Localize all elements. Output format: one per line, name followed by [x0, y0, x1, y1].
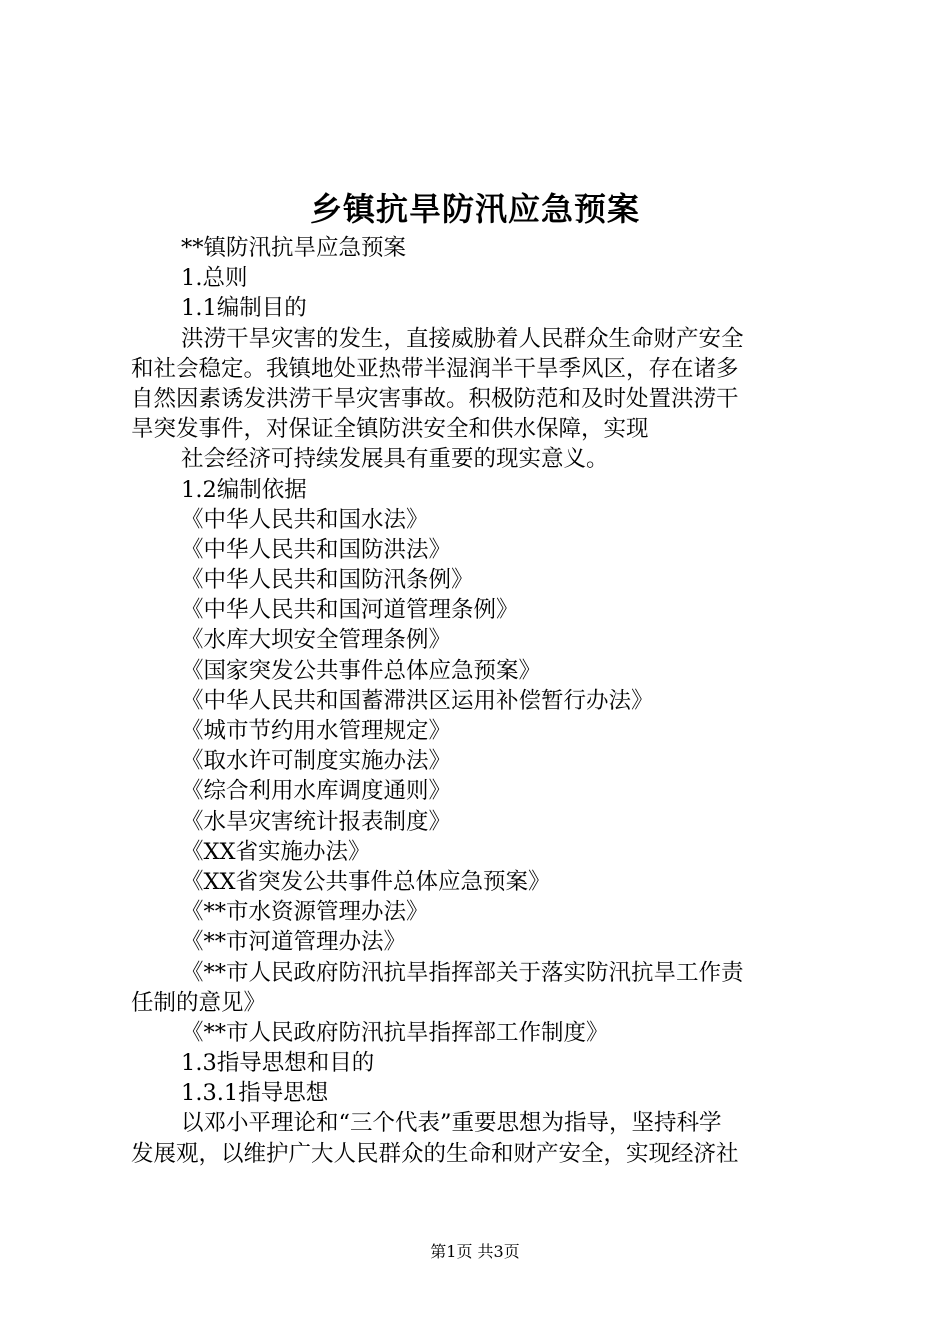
paragraph-line: 自然因素诱发洪涝干旱灾害事故。积极防范和及时处置洪涝干: [131, 385, 739, 412]
section-heading: 1.3指导思想和目的: [181, 1050, 375, 1077]
paragraph-line: 旱突发事件，对保证全镇防洪安全和供水保障，实现: [131, 416, 649, 443]
reference-item: 《中华人民共和国河道管理条例》: [181, 597, 519, 624]
reference-item: 《XX省突发公共事件总体应急预案》: [181, 868, 551, 895]
document-body: [131, 233, 831, 1169]
reference-item: 《**市河道管理办法》: [181, 929, 407, 956]
subtitle-line: **镇防汛抗旱应急预案: [181, 235, 407, 261]
reference-item: 《中华人民共和国防洪法》: [181, 536, 452, 563]
section-heading: 1.2编制依据: [181, 476, 307, 503]
reference-item: 《中华人民共和国防汛条例》: [181, 567, 474, 594]
reference-item: 《综合利用水库调度通则》: [181, 778, 452, 805]
reference-item: 《中华人民共和国蓄滞洪区运用补偿暂行办法》: [181, 687, 654, 714]
reference-item: 《**市人民政府防汛抗旱指挥部工作制度》: [181, 1019, 609, 1046]
paragraph-line: 和社会稳定。我镇地处亚热带半湿润半干旱季风区，存在诸多: [131, 355, 739, 382]
reference-item: 《XX省实施办法》: [181, 838, 371, 865]
paragraph-line: 发展观，以维护广大人民群众的生命和财产安全，实现经济社: [131, 1140, 739, 1167]
paragraph-line: 以邓小平理论和“三个代表”重要思想为指导，坚持科学: [181, 1110, 722, 1137]
reference-item: 《**市人民政府防汛抗旱指挥部关于落实防汛抗旱工作责: [181, 959, 744, 986]
reference-item: 《取水许可制度实施办法》: [181, 748, 452, 775]
reference-item: 《国家突发公共事件总体应急预案》: [181, 657, 542, 684]
paragraph-line: 社会经济可持续发展具有重要的现实意义。: [181, 446, 609, 473]
section-heading: 1.3.1指导思想: [181, 1080, 329, 1107]
page-footer: 第1页 共3页: [430, 1242, 520, 1261]
reference-item: 《水库大坝安全管理条例》: [181, 627, 452, 654]
reference-item: 《水旱灾害统计报表制度》: [181, 808, 452, 835]
reference-item-continued: 任制的意见》: [131, 989, 267, 1016]
section-heading: 1.总则: [181, 265, 248, 292]
reference-item: 《中华人民共和国水法》: [181, 506, 429, 533]
section-heading: 1.1编制目的: [181, 295, 307, 322]
reference-item: 《城市节约用水管理规定》: [181, 718, 452, 744]
paragraph-line: 洪涝干旱灾害的发生，直接威胁着人民群众生命财产安全: [181, 325, 744, 352]
document-title: 乡镇抗旱防汛应急预案: [309, 190, 640, 228]
reference-item: 《**市水资源管理办法》: [181, 899, 429, 926]
